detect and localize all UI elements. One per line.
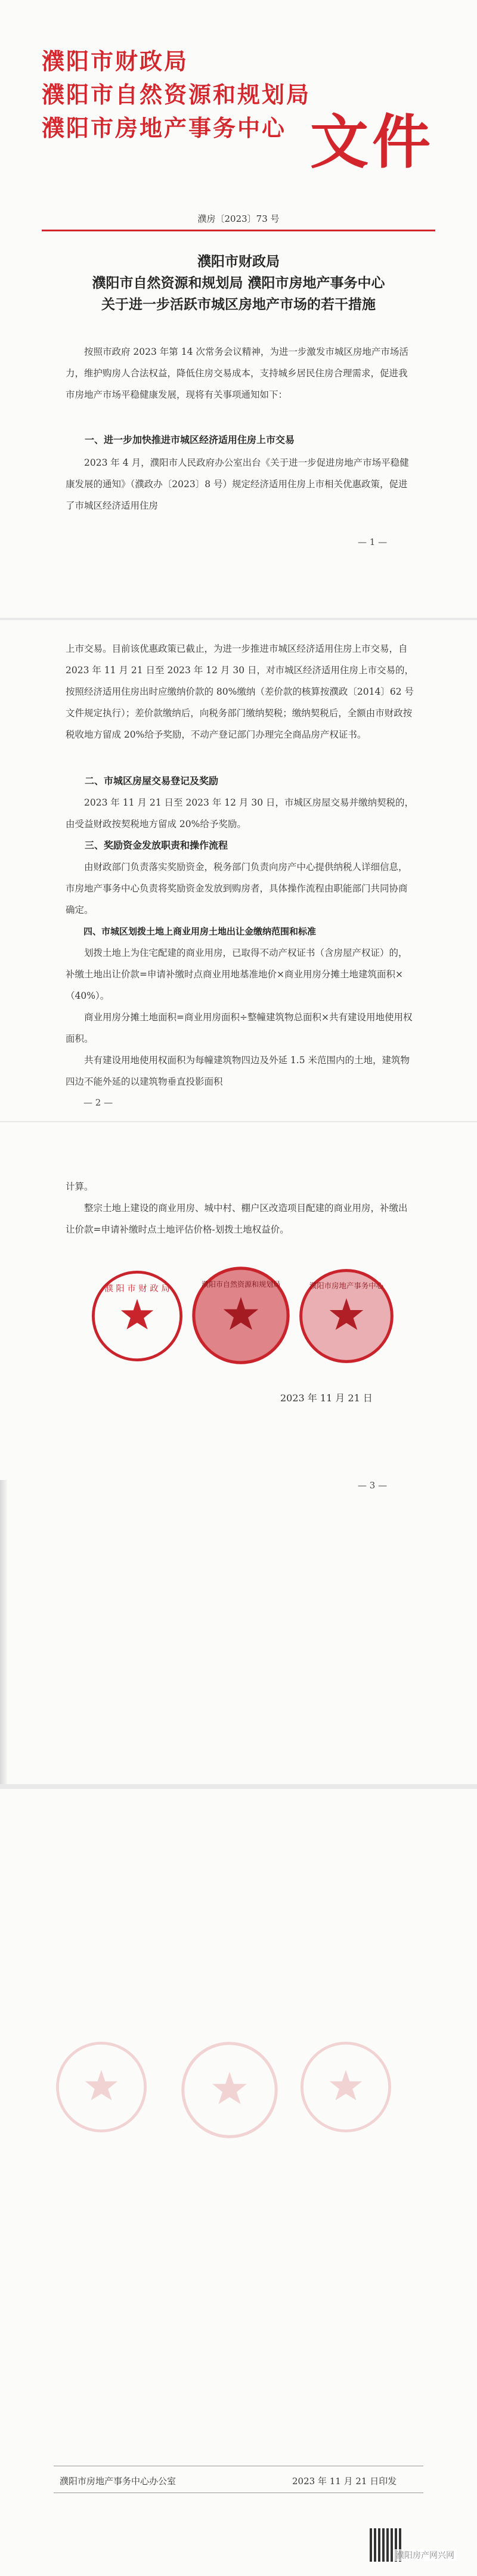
header-org-2: 濮阳市自然资源和规划局 [42, 82, 311, 108]
title-line-2: 濮阳市自然资源和规划局 濮阳市房地产事务中心 [92, 275, 385, 291]
page-4 [0, 1789, 477, 2576]
section-1-continued: 上市交易。目前该优惠政策已截止，为进一步推进市城区经济适用住房上市交易，自 2023 年 11 月 21 日至 2023 年 12 月 30 日，对市城区经济适用住房上市交易的，按照经济适用住房出时应缴纳价款的 80%缴纳（差价款的核算按濮政〔2014〕62 号文件规定执行）；差价款缴纳后，向税务部门缴纳契税；缴纳契税后，全额由市财政按税收地方留成 20%给予奖励，不动产登记部门办理完全商品房产权证书。 [66, 643, 414, 740]
svg-text:濮阳市房地产事务中心: 濮阳市房地产事务中心 [309, 1281, 384, 1290]
page-edge-shadow [0, 1480, 7, 1784]
section-4-text-1: 划拨土地上为住宅配建的商业用房，已取得不动产权证书（含房屋产权证）的，补缴土地出让价款=申请补缴时点商业用地基准地价×商业用房分摊土地建筑面积×（40%）。 [66, 948, 408, 1001]
section-2-text: 2023 年 11 月 21 日至 2023 年 12 月 30 日，市城区房屋交易并缴纳契税的，由受益财政按契税地方留成 20%给予奖励。 [66, 797, 414, 829]
footer-issue-date: 2023 年 11 月 21 日印发 [292, 2476, 397, 2487]
page-3 [0, 1122, 477, 1784]
title-line-1: 濮阳市财政局 [197, 253, 280, 270]
header-org-1: 濮阳市财政局 [42, 48, 189, 75]
svg-text:濮阳市自然资源和规划局: 濮阳市自然资源和规划局 [201, 1280, 281, 1289]
title-line-3: 关于进一步活跃市城区房地产市场的若干措施 [101, 296, 376, 312]
watermark-text: 濮阳房产网兴网 [394, 2549, 457, 2561]
section-4-text-4: 整宗土地上建设的商业用房、城中村、棚户区改造项目配建的商业用房，补缴出让价款=申请补缴时点土地评估价格-划拨土地权益价。 [66, 1203, 408, 1235]
seal-real-estate-center [297, 1267, 396, 1366]
header-org-3: 濮阳市房地产事务中心 [42, 115, 287, 141]
page-number-2: — 2 — [83, 1097, 113, 1108]
doc-number: 濮房〔2023〕73 号 [197, 213, 280, 224]
section-4-continued: 计算。 [66, 1181, 94, 1192]
header-doc-word: 文件 [310, 109, 435, 177]
issue-date: 2023 年 11 月 21 日 [280, 1392, 373, 1404]
section-1-text: 2023 年 4 月，濮阳市人民政府办公室出台《关于进一步促进房地产市场平稳健康发展的通知》（濮政办〔2023〕8 号）规定经济适用住房上市相关优惠政策，促进了市城区经济适用住房 [66, 457, 409, 511]
section-3-text: 由财政部门负责落实奖励资金，税务部门负责向房产中心提供纳税人详细信息，市房地产事务中心负责将奖励资金发放到购房者，具体操作流程由职能部门共同协商确定。 [66, 862, 408, 915]
svg-text:濮 阳 市 财 政 局: 濮 阳 市 财 政 局 [104, 1284, 170, 1294]
footer-issuer: 濮阳市房地产事务中心办公室 [60, 2476, 176, 2487]
section-4-text-2: 商业用房分摊土地面积=商业用房面积÷整幢建筑物总面积×共有建设用地使用权面积。 [66, 1012, 413, 1044]
page-number-3: — 3 — [358, 1480, 388, 1491]
page-2 [0, 620, 477, 1121]
red-rule [42, 230, 435, 231]
seal-finance-bureau [89, 1268, 185, 1364]
faded-seal-1 [54, 2039, 149, 2135]
section-1-heading: 一、进一步加快推进市城区经济适用住房上市交易 [85, 434, 295, 445]
page-number-1: — 1 — [358, 537, 388, 547]
section-4-text-3: 共有建设用地使用权面积为每幢建筑物四边及外延 1.5 米范围内的土地，建筑物四边不能外延的以建筑物垂直投影面积 [66, 1055, 410, 1087]
seal-natural-resources-bureau [190, 1264, 292, 1367]
section-2-heading: 二、市城区房屋交易登记及奖励 [85, 775, 219, 787]
intro-paragraph: 按照市政府 2023 年第 14 次常务会议精神，为进一步激发市城区房地产市场活力，维护购房人合法权益，降低住房交易成本，支持城乡居民住房合理需求，促进我市房地产市场平稳健康发展，现将有关事项通知如下： [66, 346, 408, 400]
faded-seal-2 [179, 2039, 280, 2141]
page-1 [0, 0, 477, 618]
section-4-heading: 四、市城区划拨土地上商业用房土地出让金缴纳范围和标准 [83, 926, 317, 937]
section-3-heading: 三、奖励资金发放职责和操作流程 [85, 840, 228, 851]
faded-seal-3 [298, 2039, 394, 2135]
